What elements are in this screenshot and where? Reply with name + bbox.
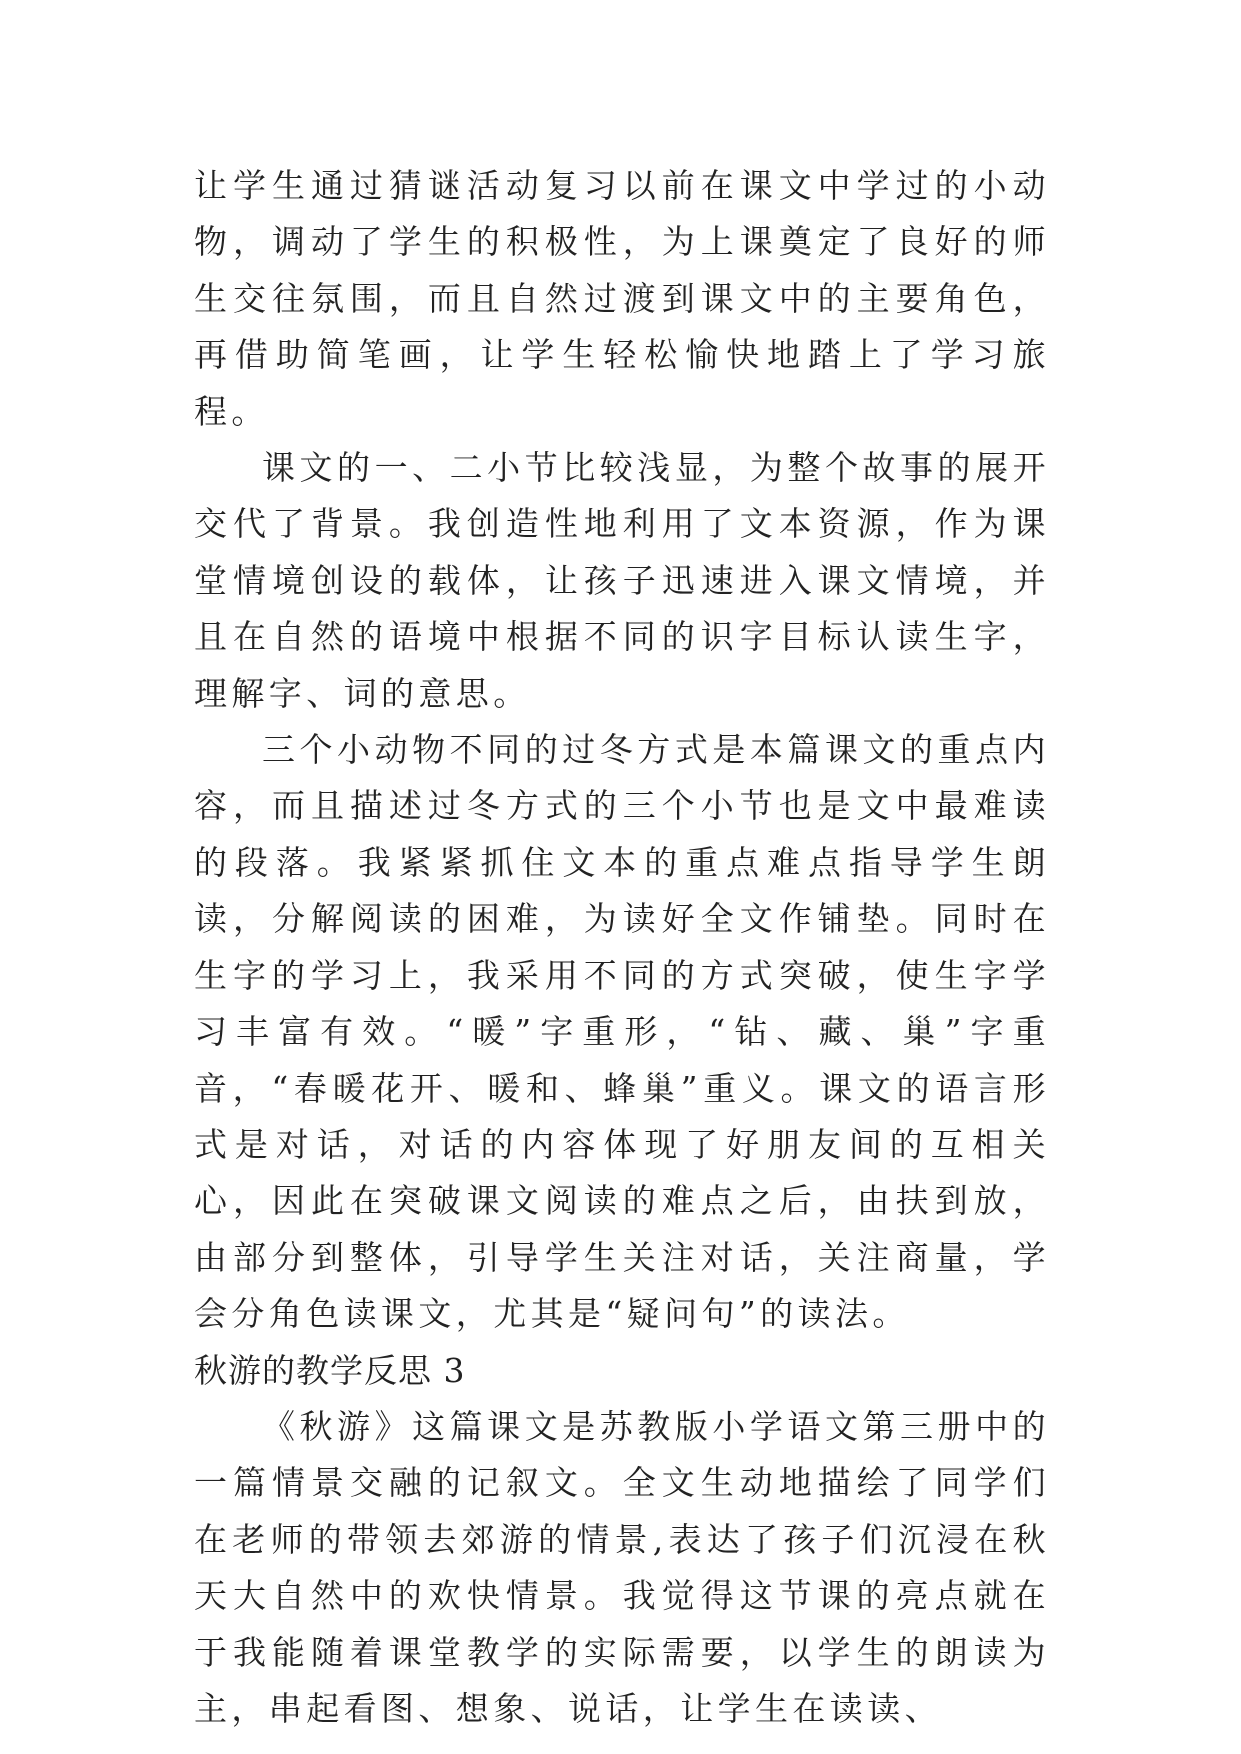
paragraph-1: 让学生通过猜谜活动复习以前在课文中学过的小动物，调动了学生的积极性，为上课奠定了良好的师生交往氛围，而且自然过渡到课文中的主要角色，再借助简笔画，让学生轻松愉快地踏上了学习旅程。 [194,166,1050,431]
section-paragraph: 《秋游》这篇课文是苏教版小学语文第三册中的一篇情景交融的记叙文。全文生动地描绘了同学们在老师的带领去郊游的情景,表达了孩子们沉浸在秋天大自然中的欢快情景。我觉得这节课的亮点就在于我能随着课堂教学的实际需要，以学生的朗读为主，串起看图、想象、说话，让学生在读读、 [194,1406,1050,1728]
paragraph-2: 课文的一、二小节比较浅显，为整个故事的展开交代了背景。我创造性地利用了文本资源，作为课堂情境创设的载体，让孩子迅速进入课文情境，并且在自然的语境中根据不同的识字目标认读生字，理解字、词的意思。 [194,448,1050,713]
section-title: 秋游的教学反思 3 [194,1350,466,1390]
paragraph-3: 三个小动物不同的过冬方式是本篇课文的重点内容，而且描述过冬方式的三个小节也是文中最难读的段落。我紧紧抓住文本的重点难点指导学生朗读，分解阅读的困难，为读好全文作铺垫。同时在生字的学习上，我采用不同的方式突破，使生字学习丰富有效。“暖”字重形，“钻、藏、巢”字重音，“春暖花开、暖和、蜂巢”重义。课文的语言形式是对话，对话的内容体现了好朋友间的互相关心，因此在突破课文阅读的难点之后，由扶到放，由部分到整体，引导学生关注对话，关注商量，学会分角色读课文，尤其是“疑问句”的读法。 [194,730,1050,1334]
document-body [194,158,1050,1737]
